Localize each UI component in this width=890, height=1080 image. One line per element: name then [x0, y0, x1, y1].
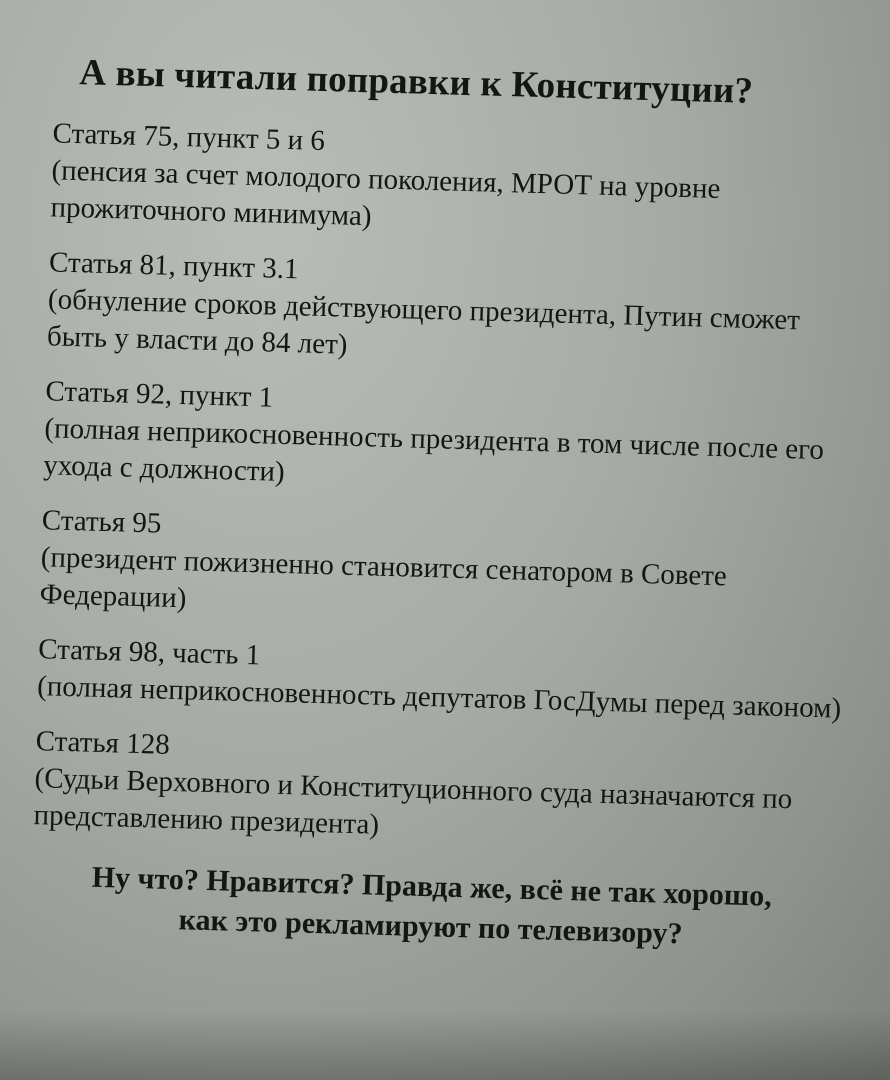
article-number: Статья 98, часть 1 [37, 633, 261, 672]
article-number: Статья 128 [35, 725, 171, 761]
article-item [33, 723, 851, 857]
article-number: Статья 75, пункт 5 и 6 [52, 117, 326, 157]
article-number: Статья 92, пункт 1 [45, 375, 274, 414]
article-note: (Судьи Верховного и Конституционного суда назначаются по представлению президента) [33, 762, 793, 841]
article-item [37, 631, 854, 728]
leaflet-content [15, 50, 869, 959]
page-shadow [0, 1010, 890, 1080]
article-note: (пенсия за счет молодого поколения, МРОТ на уровне прожиточного минимума) [50, 154, 721, 233]
article-item [46, 244, 864, 378]
closing-line-2: как это рекламируют по телевизору? [178, 903, 684, 951]
article-note: (обнуление сроков действующего президента, Путин сможет быть у власти до 84 лет) [46, 283, 801, 361]
article-note: (полная неприкосновенность президента в том числе после его ухода с должности) [42, 412, 825, 488]
article-number: Статья 95 [41, 504, 162, 540]
article-note: (президент пожизненно становится сенатором в Совете Федерации) [39, 541, 728, 615]
article-item [50, 115, 868, 249]
article-number: Статья 81, пункт 3.1 [48, 246, 299, 286]
closing-question [15, 856, 847, 959]
article-item [39, 502, 857, 636]
closing-line-1: Ну что? Нравится? Правда же, всё не так хорошо, [91, 860, 773, 913]
article-note: (полная неприкосновенность депутатов ГосДумы перед законом) [36, 670, 842, 725]
leaflet-title: А вы читали поправки к Конституции? [78, 52, 754, 112]
article-item [43, 373, 861, 507]
